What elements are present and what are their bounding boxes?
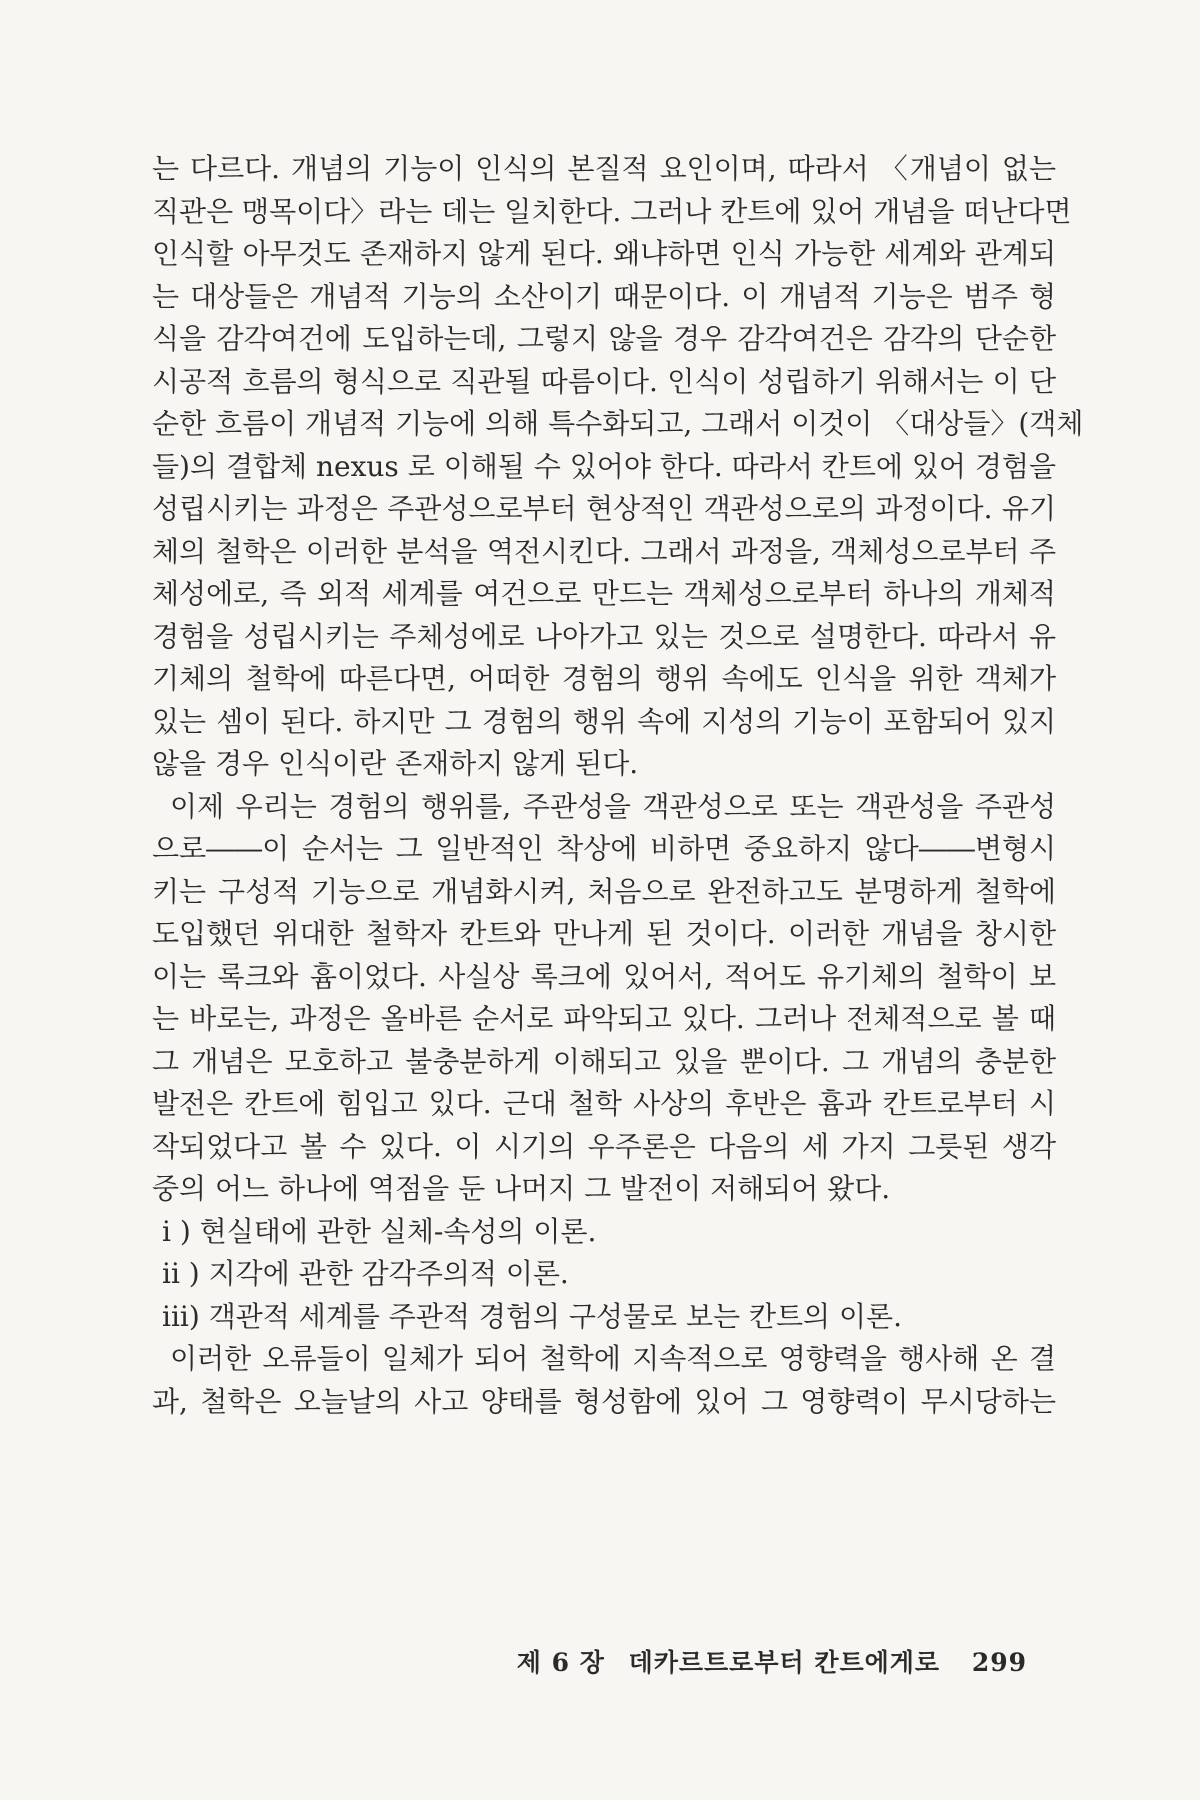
text-line: 는 대상들은 개념적 기능의 소산이기 때문이다. 이 개념적 기능은 범주 형: [152, 279, 1056, 313]
list-item: ii ) 지각에 관한 감각주의적 이론.: [162, 1257, 569, 1290]
text-line: 순한 흐름이 개념적 기능에 의해 특수화되고, 그래서 이것이 〈대상들〉(객체: [152, 407, 1084, 440]
text-line: 경험을 성립시키는 주체성에로 나아가고 있는 것으로 설명한다. 따라서 유: [152, 619, 1056, 653]
text-line: 시공적 흐름의 형식으로 직관될 따름이다. 인식이 성립하기 위해서는 이 단: [152, 364, 1056, 398]
text-line: 성립시키는 과정은 주관성으로부터 현상적인 객관성으로의 과정이다. 유기: [152, 492, 1056, 525]
text-line: 기체의 철학에 따른다면, 어떠한 경험의 행위 속에도 인식을 위한 객체가: [152, 662, 1056, 695]
paragraph-3: [152, 1338, 1056, 1423]
text-line: 인식할 아무것도 존재하지 않게 된다. 왜냐하면 인식 가능한 세계와 관계되: [152, 237, 1056, 270]
chapter-label: 제 6 장: [516, 1648, 605, 1677]
text-line: 들)의 결합체 nexus 로 이해될 수 있어야 한다. 따라서 칸트에 있어 경험을: [152, 449, 1056, 483]
list-item: i ) 현실태에 관한 실체-속성의 이론.: [162, 1214, 597, 1248]
running-footer: [152, 1643, 1027, 1679]
list-item: iii) 객관적 세계를 주관적 경험의 구성물로 보는 칸트의 이론.: [162, 1299, 902, 1333]
paragraph-1: [152, 148, 1084, 786]
text-line: 는 다르다. 개념의 기능이 인식의 본질적 요인이며, 따라서 〈개념이 없는: [152, 152, 1056, 185]
text-line: 으로――이 순서는 그 일반적인 착상에 비하면 중요하지 않다――변형시: [152, 832, 1056, 865]
text-line: 는 바로는, 과정은 올바른 순서로 파악되고 있다. 그러나 전체적으로 볼 때: [152, 1002, 1056, 1035]
text-line: 않을 경우 인식이란 존재하지 않게 된다.: [152, 747, 639, 780]
text-line: 이러한 오류들이 일체가 되어 철학에 지속적으로 영향력을 행사해 온 결: [170, 1342, 1056, 1375]
page-number: 299: [971, 1648, 1027, 1677]
text-line: 직관은 맹목이다〉라는 데는 일치한다. 그러나 칸트에 있어 개념을 떠난다면: [152, 194, 1072, 228]
chapter-title: 데카르트로부터 칸트에게로: [628, 1648, 941, 1677]
text-line: 키는 구성적 기능으로 개념화시켜, 처음으로 완전하고도 분명하게 철학에: [152, 874, 1056, 908]
text-line: 도입했던 위대한 철학자 칸트와 만나게 된 것이다. 이러한 개념을 창시한: [152, 917, 1056, 950]
paragraph-2: [152, 786, 1056, 1211]
text-line: 있는 셈이 된다. 하지만 그 경험의 행위 속에 지성의 기능이 포함되어 있지: [152, 704, 1056, 738]
error-list: [152, 1211, 1056, 1339]
text-line: 중의 어느 하나에 역점을 둔 나머지 그 발전이 저해되어 왔다.: [152, 1172, 891, 1205]
text-line: 이는 록크와 흄이었다. 사실상 록크에 있어서, 적어도 유기체의 철학이 보: [152, 959, 1056, 993]
text-line: 발전은 칸트에 힘입고 있다. 근대 철학 사상의 후반은 흄과 칸트로부터 시: [152, 1087, 1056, 1120]
text-line: 과, 철학은 오늘날의 사고 양태를 형성함에 있어 그 영향력이 무시당하는: [152, 1384, 1056, 1418]
text-line: 체의 철학은 이러한 분석을 역전시킨다. 그래서 과정을, 객체성으로부터 주: [152, 534, 1056, 568]
text-line: 그 개념은 모호하고 불충분하게 이해되고 있을 뿐이다. 그 개념의 충분한: [152, 1044, 1056, 1078]
text-line: 작되었다고 볼 수 있다. 이 시기의 우주론은 다음의 세 가지 그릇된 생각: [152, 1129, 1056, 1163]
text-line: 식을 감각여건에 도입하는데, 그렇지 않을 경우 감각여건은 감각의 단순한: [152, 322, 1056, 355]
text-line: 체성에로, 즉 외적 세계를 여건으로 만드는 객체성으로부터 하나의 개체적: [152, 577, 1056, 610]
text-line: 이제 우리는 경험의 행위를, 주관성을 객관성으로 또는 객관성을 주관성: [170, 789, 1056, 823]
body-text: [152, 148, 1084, 1423]
